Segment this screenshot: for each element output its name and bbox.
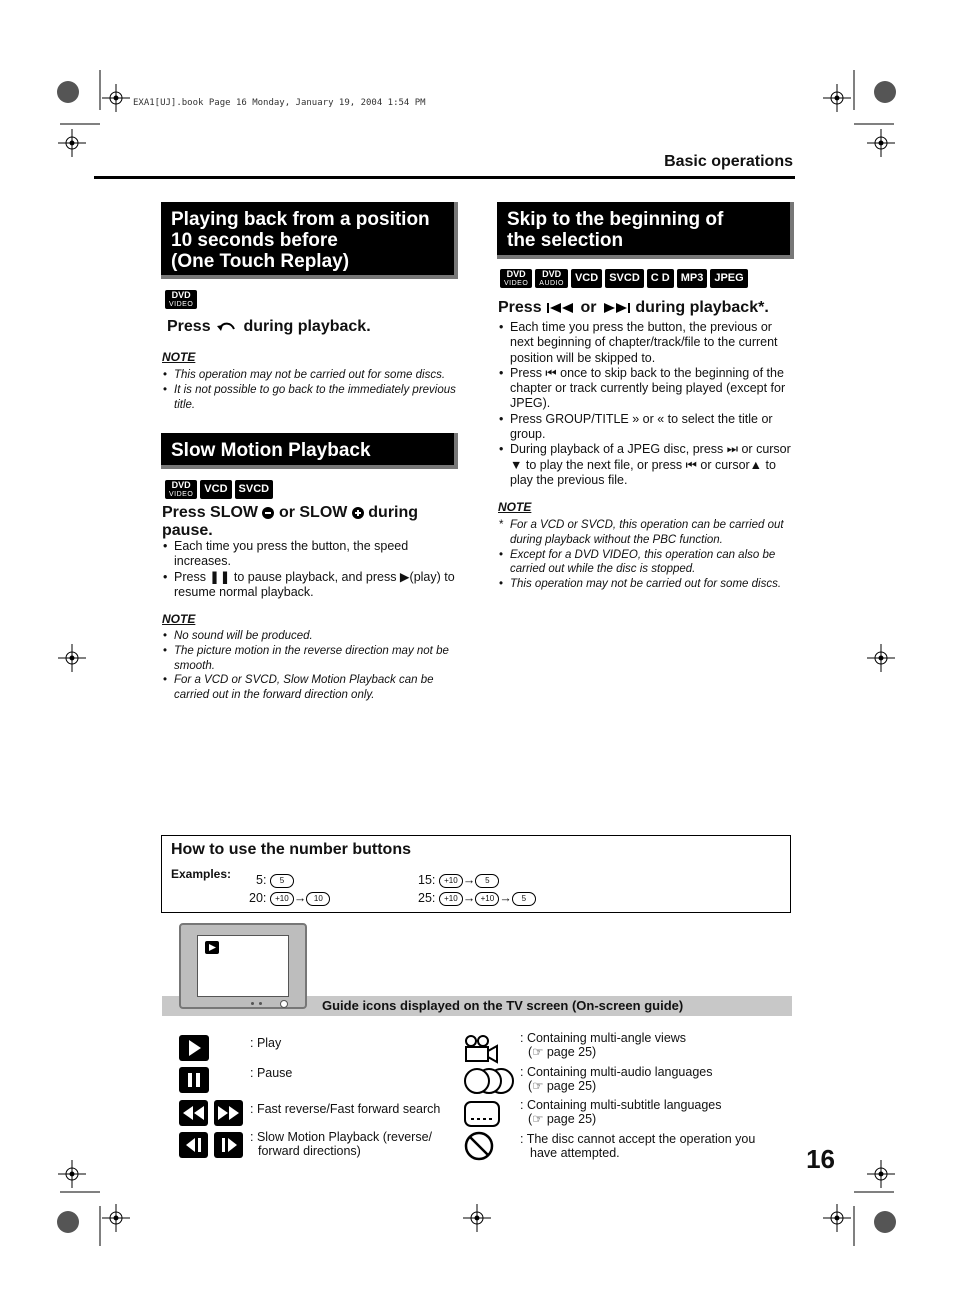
- number-buttons-title: How to use the number buttons: [171, 841, 411, 858]
- slow-instruction: Press SLOW or SLOW during pause.: [162, 504, 419, 539]
- number-key: 5: [475, 874, 499, 888]
- example-5: 5: 5: [256, 873, 294, 888]
- example-15: 15: +10 → 5: [418, 873, 499, 888]
- examples-label: Examples:: [171, 867, 232, 881]
- skip-notes: * For a VCD or SVCD, this operation can be carried out during playback without the PBC function. • Except for a DVD VIDEO, this operation can also be carried out while the disc is stopped. • This operation may not be carried out for some discs.: [498, 518, 794, 592]
- header-rule: [94, 176, 795, 179]
- jpeg-badge: JPEG: [710, 269, 747, 288]
- guide-audio-text: : Containing multi-audio languages (☞ page 25): [520, 1065, 713, 1093]
- file-header: EXA1[UJ].book Page 16 Monday, January 19, 2004 1:54 PM: [133, 98, 426, 108]
- guide-prohibited-text: : The disc cannot accept the operation you have attempted.: [520, 1132, 756, 1160]
- vcd-badge: VCD: [200, 480, 231, 499]
- slow-minus-icon: [262, 507, 274, 519]
- tv-indicator: [259, 1002, 262, 1005]
- vcd-badge: VCD: [571, 269, 602, 288]
- slow-title: Slow Motion Playback: [161, 433, 458, 469]
- slow-badges: [165, 480, 276, 499]
- tv-play-icon: [205, 941, 219, 954]
- example-25: 25: +10 → +10 → 5: [418, 891, 536, 906]
- replay-title: Playing back from a position 10 seconds before (One Touch Replay): [161, 202, 458, 279]
- play-icon: [179, 1035, 209, 1061]
- subtitle-icon: [463, 1100, 501, 1128]
- fast-reverse-forward-icon: [179, 1100, 244, 1126]
- number-key: 5: [270, 874, 294, 888]
- audio-language-icon: [463, 1067, 515, 1095]
- skip-instruction: Press or during playback*.: [498, 299, 769, 316]
- number-key: +10: [439, 892, 463, 906]
- guide-slow-text: : Slow Motion Playback (reverse/ forward directions): [250, 1130, 433, 1158]
- tv-indicator: [251, 1002, 254, 1005]
- guide-subtitle-text: : Containing multi-subtitle languages (☞ page 25): [520, 1098, 722, 1126]
- camera-angle-icon: [463, 1034, 501, 1064]
- replay-badges: [165, 290, 200, 309]
- skip-title: Skip to the beginning of the selection: [497, 202, 794, 259]
- slow-plus-icon: [352, 507, 364, 519]
- skip-badges: [500, 269, 751, 288]
- guide-pause-text: : Pause: [250, 1066, 293, 1080]
- number-key: +10: [439, 874, 463, 888]
- replay-instruction: Press during playback.: [167, 318, 371, 335]
- slow-notes: • No sound will be produced. • The picture motion in the reverse direction may not be smooth. • For a VCD or SVCD, Slow Motion Playback can be carried out in the forward direction only.: [162, 629, 458, 703]
- guide-title: Guide icons displayed on the TV screen (On-screen guide): [322, 998, 684, 1013]
- replay-note-label: NOTE: [162, 350, 196, 364]
- prohibited-icon: [463, 1131, 495, 1161]
- slow-motion-icon: [179, 1132, 244, 1158]
- dvd-audio-badge: DVD AUDIO: [535, 269, 568, 288]
- skip-next-icon: [601, 302, 631, 314]
- tv-power-button: [280, 1000, 288, 1008]
- number-key: 5: [512, 892, 536, 906]
- svcd-badge: SVCD: [235, 480, 274, 499]
- number-key: 10: [306, 892, 330, 906]
- skip-previous-icon: [546, 302, 576, 314]
- pause-icon: [179, 1067, 209, 1093]
- slow-note-label: NOTE: [162, 612, 196, 626]
- number-key: +10: [270, 892, 294, 906]
- dvd-video-badge: DVD VIDEO: [500, 269, 532, 288]
- section-label: Basic operations: [664, 153, 793, 170]
- mp3-badge: MP3: [677, 269, 708, 288]
- dvd-video-badge: DVD VIDEO: [165, 290, 197, 309]
- guide-angle-text: : Containing multi-angle views (☞ page 25): [520, 1031, 687, 1059]
- skip-bullets: • Each time you press the button, the previous or next beginning of chapter/track/file to the current position will be skipped to. • Press ⏮ once to skip back to the beginning of the chapter or track currently being played (except for JPEG). • Press GROUP/TITLE » or « to select the title or group. • During playback of a JPEG disc, press ⏭ or cursor ▼ to play the next file, or press ⏮ or cursor▲ to play the previous file.: [498, 320, 794, 488]
- guide-play-text: : Play: [250, 1036, 282, 1050]
- number-key: +10: [475, 892, 499, 906]
- slow-bullets: • Each time you press the button, the speed increases. • Press ❚❚ to pause playback, and press ▶(play) to resume normal playback.: [162, 539, 458, 600]
- guide-search-text: : Fast reverse/Fast forward search: [250, 1102, 441, 1116]
- svcd-badge: SVCD: [605, 269, 644, 288]
- cd-badge: C D: [647, 269, 674, 288]
- example-20: 20: +10 → 10: [249, 891, 330, 906]
- page-number: 16: [806, 1144, 835, 1174]
- skip-note-label: NOTE: [498, 500, 532, 514]
- replay-notes: • This operation may not be carried out for some discs. • It is not possible to go back to the immediately previous title.: [162, 368, 458, 412]
- dvd-video-badge: DVD VIDEO: [165, 480, 197, 499]
- replay-icon: [217, 320, 237, 334]
